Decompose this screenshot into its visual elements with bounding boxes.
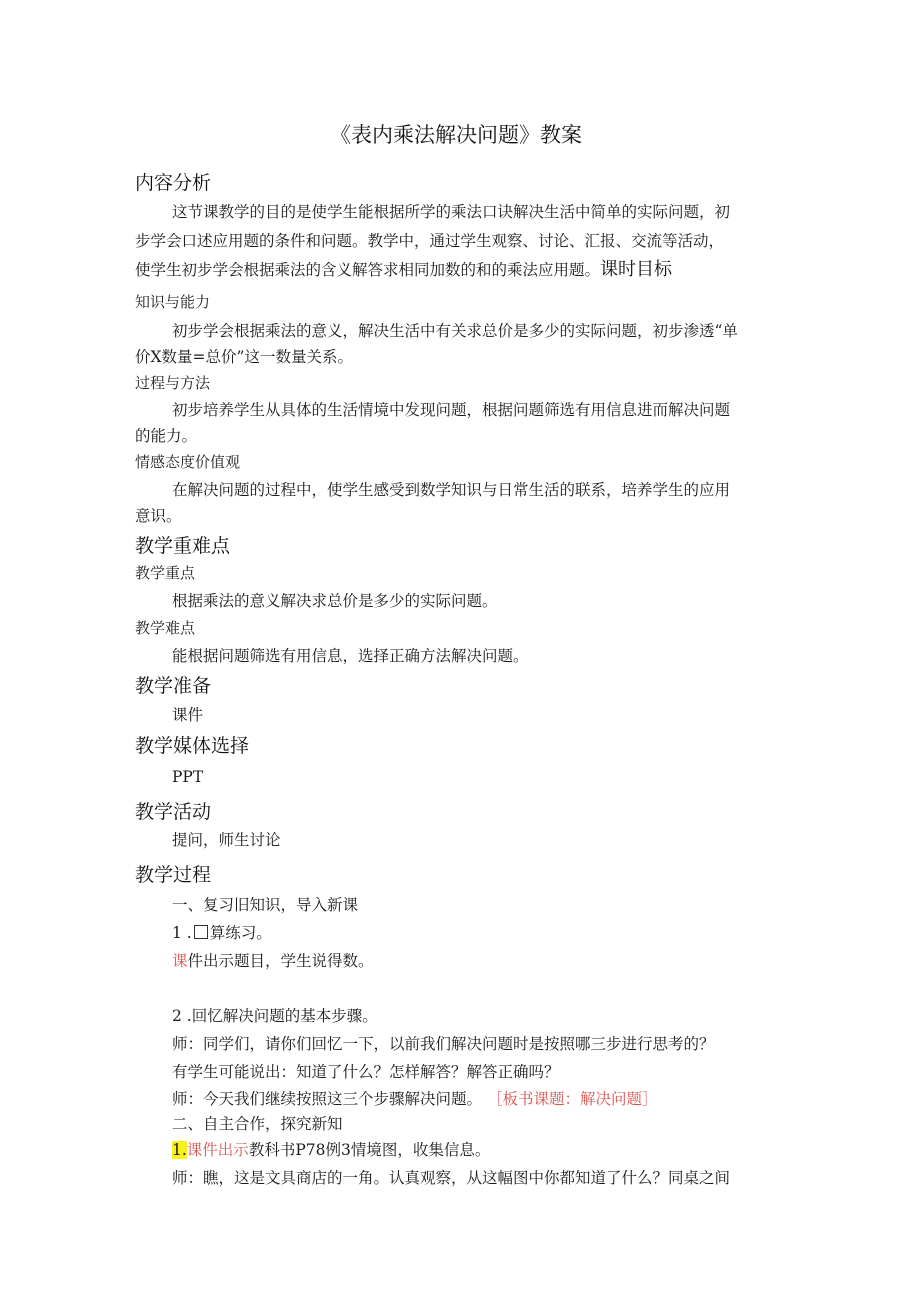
section-title: 一、复习旧知识，导入新课 xyxy=(172,896,359,914)
highlight-red: 课 xyxy=(172,952,188,970)
heading-media: 教学媒体选择 xyxy=(135,735,250,757)
paragraph-line: 有学生可能说出：知道了什么？怎样解答？解答正确吗？ xyxy=(172,1063,560,1081)
section-title: 二、自主合作，探究新知 xyxy=(172,1115,343,1133)
paragraph-line xyxy=(172,1088,657,1110)
list-item xyxy=(172,1139,490,1161)
paragraph-line xyxy=(135,259,672,281)
subheading-difficulty: 教学难点 xyxy=(135,619,196,637)
subheading-focus: 教学重点 xyxy=(135,564,196,582)
highlighted-number: 1. xyxy=(172,1141,187,1159)
paragraph-line: 初步学会根据乘法的意义，解决生活中有关求总价是多少的实际问题，初步渗透“单 xyxy=(172,322,738,340)
subheading-process-method: 过程与方法 xyxy=(135,374,211,392)
item-text: 教科书P78例3情境图，收集信息。 xyxy=(248,1141,491,1159)
missing-glyph-icon xyxy=(194,925,208,939)
paragraph-line: 初步培养学生从具体的生活情境中发现问题，根据问题筛选有用信息进而解决问题 xyxy=(172,401,731,419)
paragraph-line: 步学会口述应用题的条件和问题。教学中，通过学生观察、讨论、汇报、交流等活动， xyxy=(135,232,725,250)
paragraph-text: 师：今天我们继续按照这三个步骤解决问题。 xyxy=(172,1090,483,1108)
heading-key-points: 教学重难点 xyxy=(135,535,231,557)
subheading-emotion: 情感态度价值观 xyxy=(135,453,241,471)
paragraph-line: 的能力。 xyxy=(135,427,198,445)
paragraph-line: 在解决问题的过程中，使学生感受到数学知识与日常生活的联系，培养学生的应用 xyxy=(172,481,731,499)
heading-teaching-process: 教学过程 xyxy=(135,864,212,886)
item-number: 1 xyxy=(172,924,182,942)
paragraph-line: 根据乘法的意义解决求总价是多少的实际问题。 xyxy=(172,592,498,610)
paragraph-text: 件出示题目，学生说得数。 xyxy=(187,952,374,970)
board-note: ［板书课题：解决问题］ xyxy=(486,1090,658,1108)
heading-activity: 教学活动 xyxy=(135,801,212,823)
item-text: .回忆解决问题的基本步骤。 xyxy=(181,1007,378,1025)
heading-lesson-objectives: 课时目标 xyxy=(600,259,673,280)
heading-content-analysis: 内容分析 xyxy=(135,172,212,194)
item-dot: . xyxy=(181,924,192,942)
paragraph-text: 使学生初步学会根据乘法的含义解答求相同加数的和的乘法应用题。 xyxy=(135,261,601,279)
item-text: 算练习。 xyxy=(209,924,272,942)
paragraph-line: 课件 xyxy=(172,706,204,724)
paragraph-line: 这节课教学的目的是使学生能根据所学的乘法口诀解决生活中简单的实际问题，初 xyxy=(172,203,731,221)
paragraph-line: 提问，师生讨论 xyxy=(172,831,281,849)
paragraph-line xyxy=(172,950,374,972)
list-item xyxy=(172,1005,378,1027)
subheading-knowledge: 知识与能力 xyxy=(135,293,211,311)
paragraph-line: 师：瞧，这是文具商店的一角。认真观察，从这幅图中你都知道了什么？同桌之间 xyxy=(172,1169,731,1187)
highlight-red: 课件出示 xyxy=(186,1141,249,1159)
item-number: 2 xyxy=(172,1007,182,1025)
paragraph-line: 师：同学们，请你们回忆一下，以前我们解决问题时是按照哪三步进行思考的？ xyxy=(172,1035,715,1053)
heading-preparation: 教学准备 xyxy=(135,675,212,697)
page-title: 《表内乘法解决问题》教案 xyxy=(330,123,582,147)
paragraph-line: PPT xyxy=(172,768,204,786)
paragraph-line: 能根据问题筛选有用信息，选择正确方法解决问题。 xyxy=(172,647,529,665)
paragraph-line: 意识。 xyxy=(135,507,182,525)
paragraph-line: 价X数量=总价”这一数量关系。 xyxy=(135,348,353,366)
list-item xyxy=(172,922,272,944)
